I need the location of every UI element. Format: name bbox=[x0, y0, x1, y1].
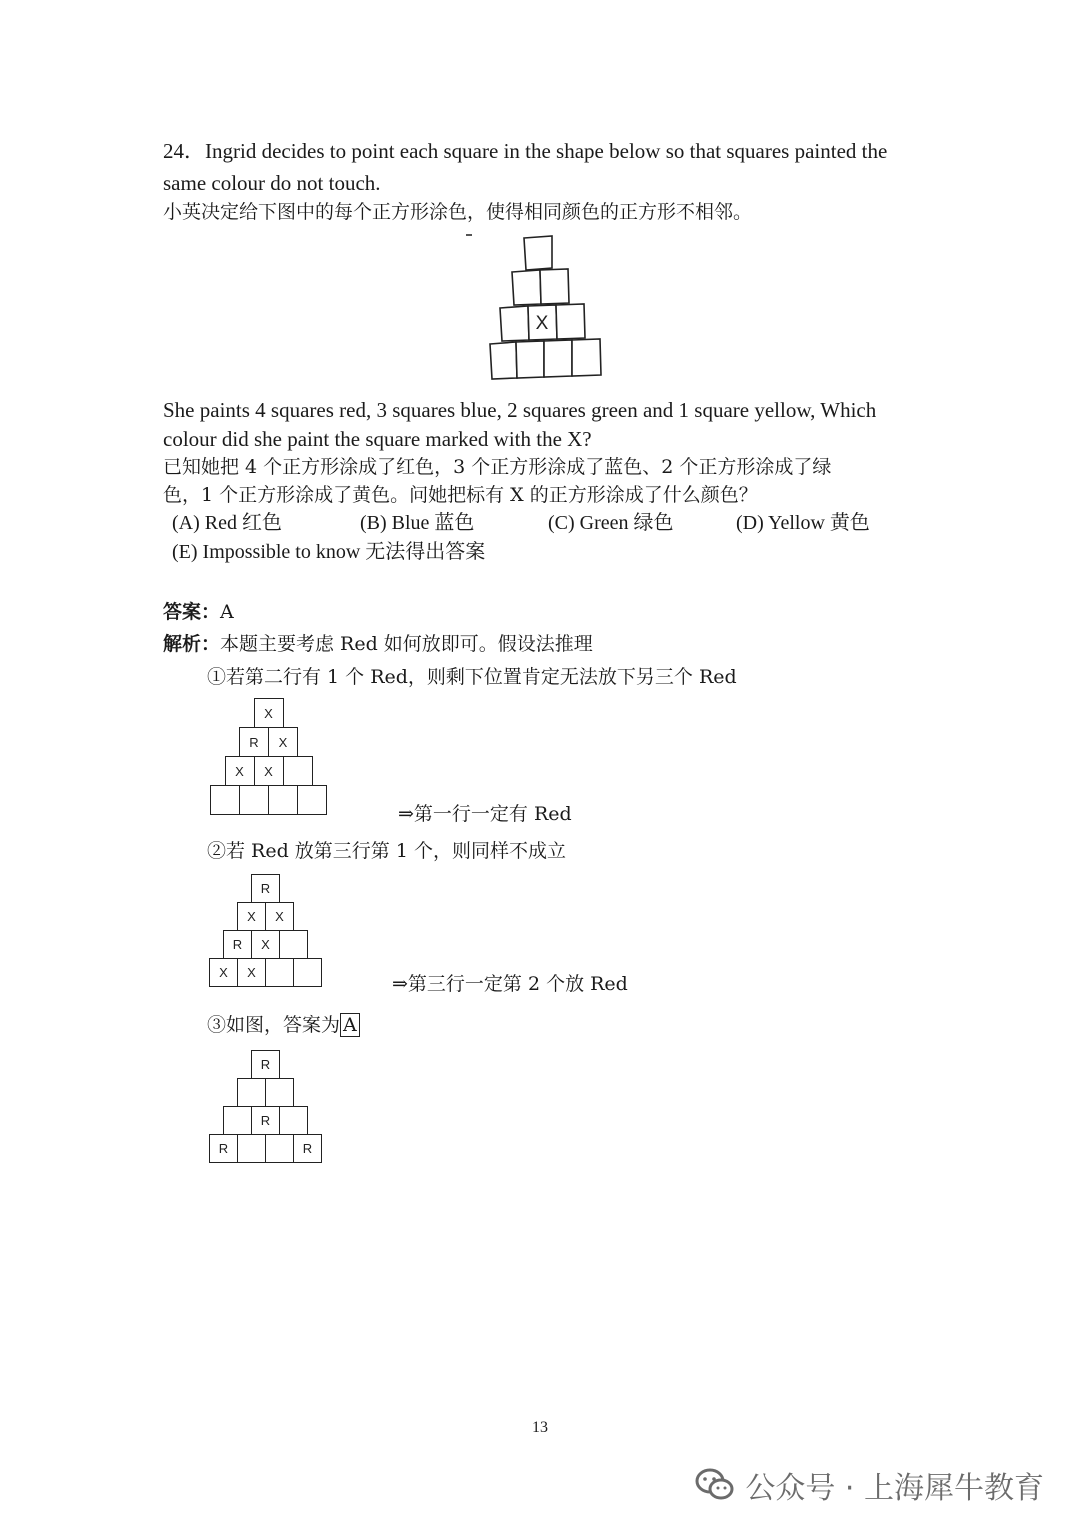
analysis-step-1-conclusion: ⇒第一行一定有 Red bbox=[398, 803, 572, 825]
page-number: 13 bbox=[532, 1419, 548, 1436]
pyramid-cell bbox=[279, 930, 308, 959]
wechat-icon bbox=[695, 1468, 735, 1502]
pyramid-cell bbox=[265, 958, 294, 987]
analysis-intro: 本题主要考虑 Red 如何放即可。假设法推理 bbox=[220, 633, 593, 655]
analysis-figure-2 bbox=[209, 874, 321, 986]
pyramid-cell: X bbox=[237, 902, 266, 931]
question-number: 24． bbox=[163, 139, 205, 163]
pyramid-cell: R bbox=[223, 930, 252, 959]
pyramid-cell: X bbox=[225, 756, 255, 786]
pyramid-cell: X bbox=[265, 902, 294, 931]
pyramid-cell: X bbox=[268, 727, 298, 757]
pyramid-cell: R bbox=[293, 1134, 322, 1163]
pyramid-cell: X bbox=[254, 698, 284, 728]
analysis-step-1: ①若第二行有 1 个 Red，则剩下位置肯定无法放下另三个 Red bbox=[207, 666, 737, 688]
pyramid-cell: X bbox=[209, 958, 238, 987]
pyramid-cell: R bbox=[239, 727, 269, 757]
analysis-line bbox=[163, 630, 593, 658]
question-text-en-1: Ingrid decides to point each square in the shape below so that squares painted the bbox=[205, 139, 888, 163]
watermark bbox=[695, 1463, 1044, 1507]
analysis-step-2-conclusion: ⇒第三行一定第 2 个放 Red bbox=[392, 973, 628, 995]
pyramid-cell: X bbox=[254, 756, 284, 786]
answer-value: A bbox=[220, 601, 234, 623]
answer-line bbox=[163, 598, 234, 626]
small-dash bbox=[466, 234, 472, 236]
pyramid-cell bbox=[239, 785, 269, 815]
option-d: (D) Yellow 黄色 bbox=[736, 512, 870, 534]
option-a: (A) Red 红色 bbox=[172, 512, 282, 534]
question-body-en-1: She paints 4 squares red, 3 squares blue, 2 squares green and 1 square yellow, Which bbox=[163, 398, 877, 422]
question-body-cn-1: 已知她把 4 个正方形涂成了红色，3 个正方形涂成了蓝色、2 个正方形涂成了绿 bbox=[163, 456, 832, 478]
question-line-1 bbox=[163, 137, 887, 165]
pyramid-cell bbox=[297, 785, 327, 815]
answer-label: 答案： bbox=[163, 601, 221, 623]
pyramid-cell bbox=[283, 756, 313, 786]
question-text-en-2: same colour do not touch. bbox=[163, 171, 381, 195]
analysis-figure-1 bbox=[210, 698, 326, 814]
pyramid-cell bbox=[265, 1134, 294, 1163]
question-pyramid-figure bbox=[486, 232, 610, 382]
pyramid-cell bbox=[265, 1078, 294, 1107]
question-text-cn: 小英决定给下图中的每个正方形涂色，使得相同颜色的正方形不相邻。 bbox=[163, 201, 753, 223]
question-body-en-2: colour did she paint the square marked with the X? bbox=[163, 427, 592, 451]
analysis-step-3-text: ③如图，答案为 bbox=[207, 1014, 341, 1036]
analysis-step-3-answer: A bbox=[340, 1013, 360, 1037]
pyramid-cell bbox=[210, 785, 240, 815]
question-body-cn-2: 色，1 个正方形涂成了黄色。问她把标有 X 的正方形涂成了什么颜色？ bbox=[163, 484, 758, 506]
analysis-label: 解析： bbox=[163, 633, 221, 655]
option-b: (B) Blue 蓝色 bbox=[360, 512, 475, 534]
question-x-mark: X bbox=[535, 313, 549, 334]
analysis-step-3 bbox=[207, 1011, 360, 1039]
pyramid-cell bbox=[279, 1106, 308, 1135]
pyramid-cell bbox=[293, 958, 322, 987]
watermark-text: 公众号 · 上海犀牛教育 bbox=[745, 1471, 1044, 1506]
pyramid-cell: R bbox=[251, 1050, 280, 1079]
pyramid-cell bbox=[223, 1106, 252, 1135]
option-c: (C) Green 绿色 bbox=[548, 512, 674, 534]
pyramid-cell: R bbox=[251, 1106, 280, 1135]
option-e: (E) Impossible to know 无法得出答案 bbox=[172, 541, 486, 563]
analysis-step-2: ②若 Red 放第三行第 1 个，则同样不成立 bbox=[207, 840, 566, 862]
pyramid-cell: X bbox=[251, 930, 280, 959]
analysis-figure-3 bbox=[209, 1050, 321, 1162]
pyramid-cell: X bbox=[237, 958, 266, 987]
pyramid-cell bbox=[237, 1134, 266, 1163]
pyramid-cell bbox=[268, 785, 298, 815]
pyramid-cell: R bbox=[251, 874, 280, 903]
pyramid-cell: R bbox=[209, 1134, 238, 1163]
pyramid-cell bbox=[237, 1078, 266, 1107]
